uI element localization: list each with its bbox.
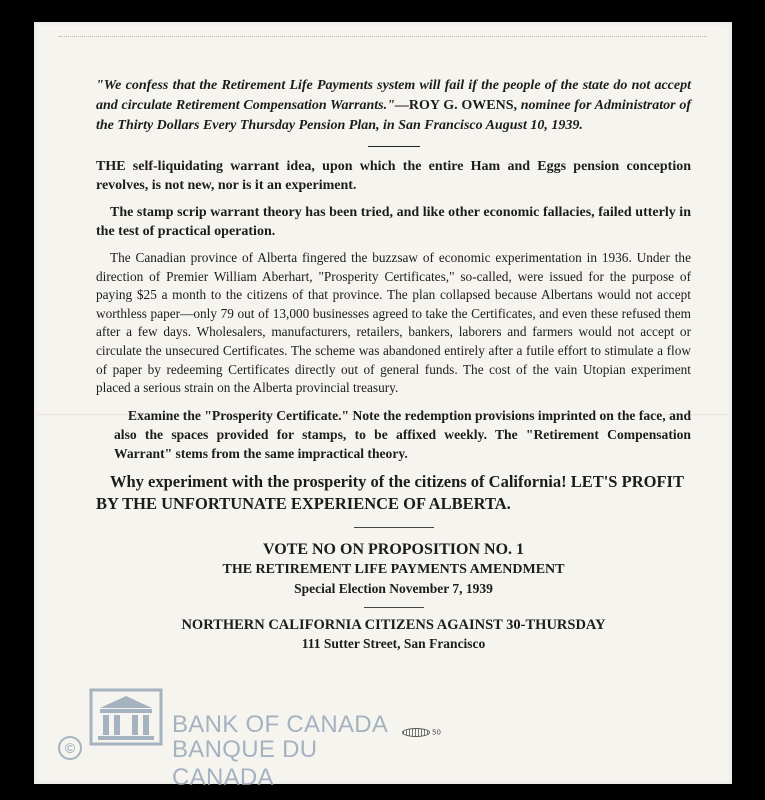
union-number: 50 <box>432 728 441 737</box>
opening-quote <box>96 76 691 136</box>
divider-rule-small <box>354 527 434 528</box>
copyright-icon: © <box>58 736 82 760</box>
paragraph-stamp-scrip: The stamp scrip warrant theory has been tried, and like other economic fallacies, failed utterly in the test of practical operation. <box>96 205 691 239</box>
organization-name: NORTHERN CALIFORNIA CITIZENS AGAINST 30-THURSDAY <box>181 616 606 633</box>
vote-no-heading: VOTE NO ON PROPOSITION NO. 1 <box>262 540 525 558</box>
amendment-title: THE RETIREMENT LIFE PAYMENTS AMENDMENT <box>222 561 565 577</box>
organization-address: 111 Sutter Street, San Francisco <box>301 635 486 651</box>
paragraph-intro: THE self-liquidating warrant idea, upon which the entire Ham and Eggs pension conception revolves, is not new, nor is it an experiment. <box>96 159 691 193</box>
bank-of-canada-watermark <box>58 686 418 791</box>
quote-author: ROY G. OWENS, <box>408 98 517 113</box>
document-page <box>34 22 732 784</box>
paragraph-why-experiment: Why experiment with the prosperity of the citizens of California! LET'S PROFIT BY THE UNFORTUNATE EXPERIENCE OF ALBERTA. <box>96 471 684 513</box>
quote-attribution: nominee for Administrator of the Thirty Dollars Every Thursday Pension Plan, in San Francisco August 10, 1939. <box>96 98 692 133</box>
divider-rule <box>368 146 420 147</box>
paragraph-alberta: The Canadian province of Alberta fingered the buzzsaw of economic experimentation in 1936. Under the direction of Premier William Aberhart, "Prosperity Certificates," so-called, were issued for the purpose of paying $25 a month to the citizens of that province. The plan collapsed because Albertans would not accept worthless paper—only 79 out of 13,000 businesses agreed to take the Certificates, and even these refused them after a few days. Wholesalers, manufacturers, retailers, bankers, laborers and farmers would not accept or circulate the unsecured Certificates. The scheme was abandoned entirely after a futile effort to stimulate a flow of paper by redeeming Certificates directly out of general funds. The cost of the vain Utopian experiment placed a serious strain on the Alberta provincial treasury. <box>96 250 691 396</box>
watermark-bank-of-canada: BANK OF CANADA <box>172 711 389 738</box>
election-date: Special Election November 7, 1939 <box>294 580 493 596</box>
top-dotted-marks <box>59 36 707 39</box>
paragraph-examine: Examine the "Prosperity Certificate." Note the redemption provisions imprinted on the face, and also the spaces provided for stamps, to be affixed weekly. The "Retirement Compensation Warrant" stems from the same impractical theory. <box>114 407 691 461</box>
bank-building-icon <box>88 688 164 746</box>
watermark-banque-du-canada: BANQUE DU CANADA <box>172 736 318 791</box>
document-content <box>96 76 691 653</box>
divider-rule-footer <box>364 607 424 608</box>
quote-text: "We confess that the Retirement Life Payments system will fail if the people of the state do not accept and circulate Retirement Compensation Warrants."— <box>96 78 691 113</box>
